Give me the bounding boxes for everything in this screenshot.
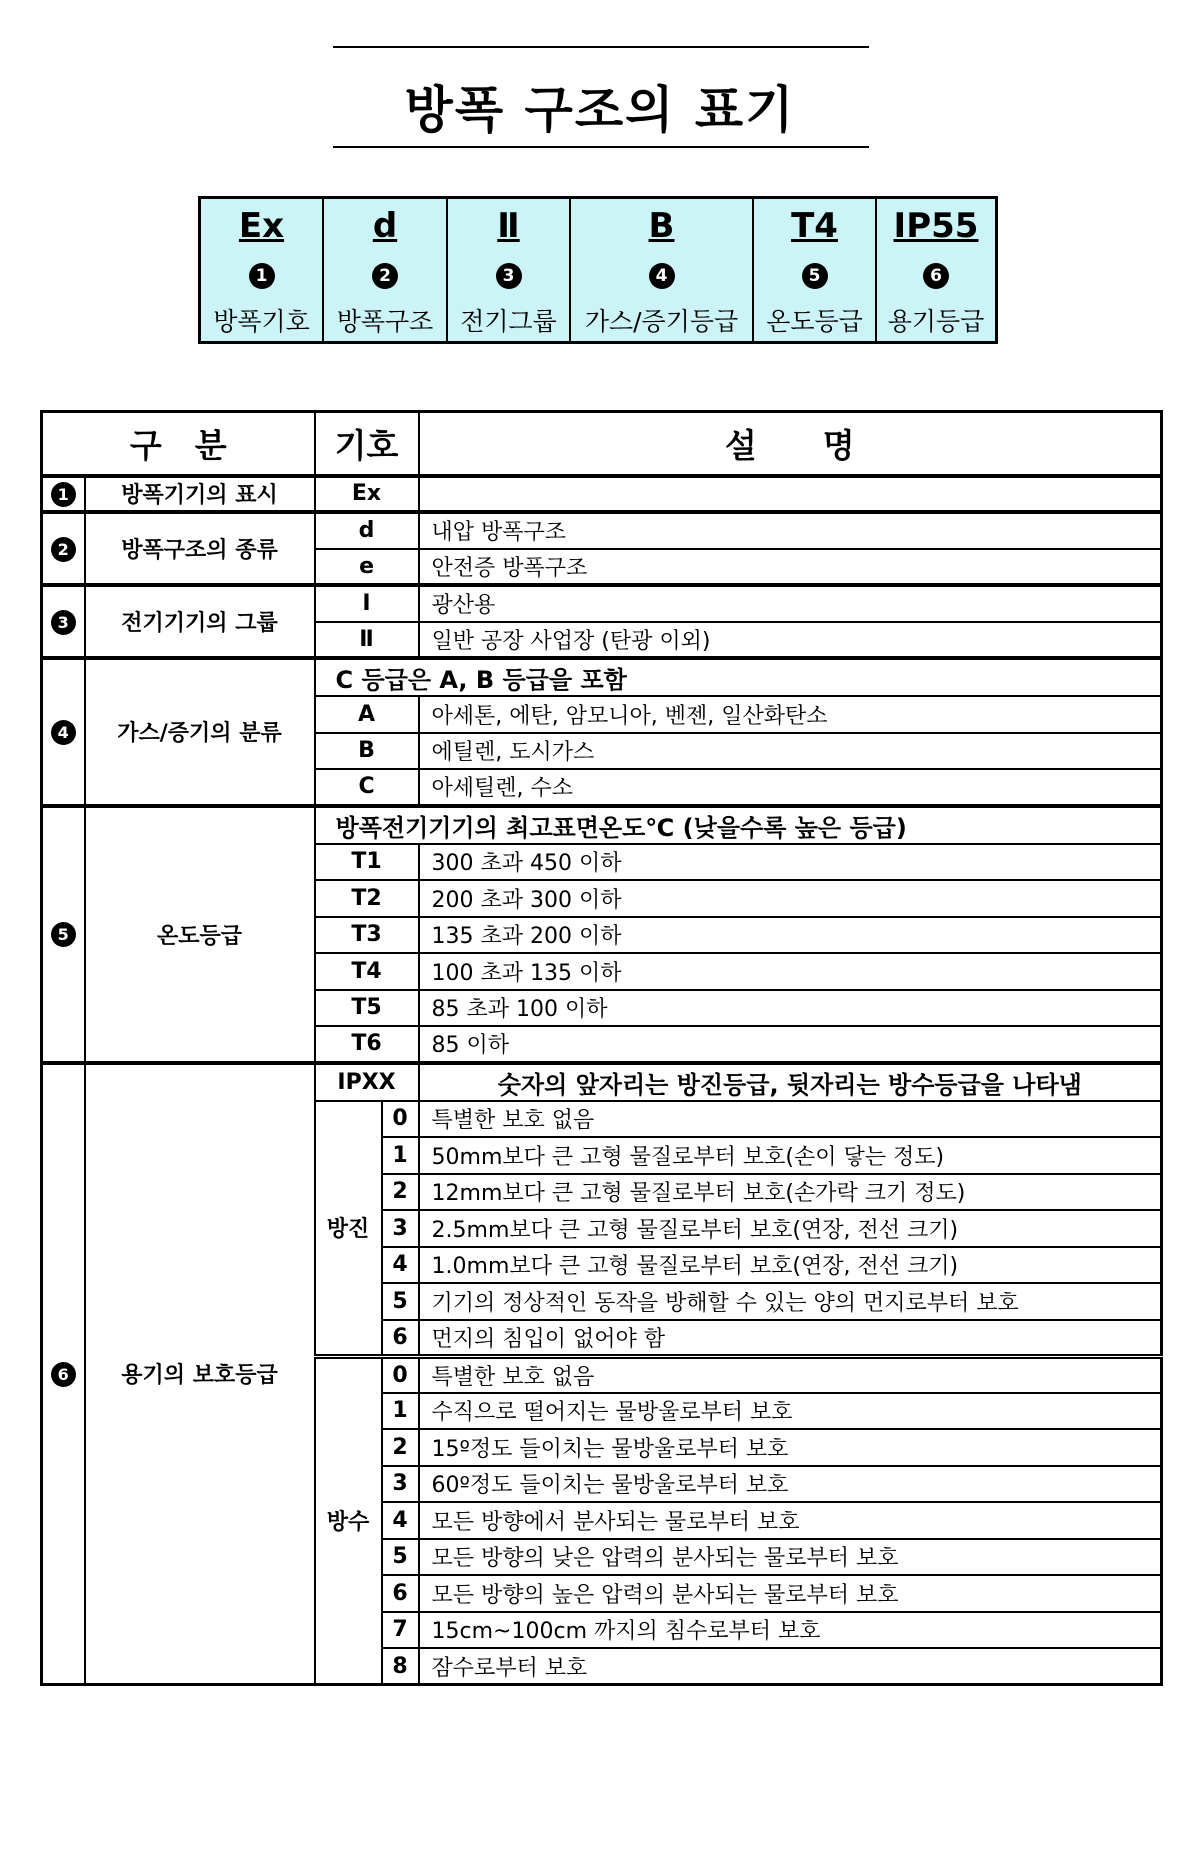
description-cell: 200 초과 300 이하 (419, 880, 1162, 917)
code-cell-group (448, 199, 571, 341)
page-title: 방폭 구조의 표기 (404, 81, 796, 139)
explosion-proof-table (40, 410, 1163, 1686)
category-cell: 전기기기의 그룹 (85, 585, 315, 658)
description-cell: 일반 공장 사업장 (탄광 이외) (419, 622, 1162, 659)
description-cell: 85 초과 100 이하 (419, 990, 1162, 1027)
symbol-cell: C (315, 769, 419, 806)
description-cell: 2.5mm보다 큰 고형 물질로부터 보호(연장, 전선 크기) (419, 1210, 1162, 1247)
grade-number: 8 (382, 1648, 419, 1685)
category-cell: 방폭기기의 표시 (85, 476, 315, 513)
description-cell: 모든 방향의 높은 압력의 분사되는 물로부터 보호 (419, 1575, 1162, 1612)
row-number-badge: 4 (51, 720, 76, 745)
symbol-cell: e (315, 549, 419, 586)
symbol-cell: T2 (315, 880, 419, 917)
code-cell-temperature (754, 199, 877, 341)
description-cell: 15º정도 들이치는 물방울로부터 보호 (419, 1429, 1162, 1466)
description-cell: 에틸렌, 도시가스 (419, 733, 1162, 770)
code-number-badge: 5 (802, 263, 828, 289)
row-number-badge: 6 (51, 1362, 76, 1387)
grade-number: 1 (382, 1137, 419, 1174)
symbol-cell: Ⅰ (315, 585, 419, 622)
code-number-badge: 2 (372, 263, 398, 289)
description-cell: 85 이하 (419, 1026, 1162, 1063)
category-cell: 온도등급 (85, 806, 315, 1063)
grade-number: 0 (382, 1356, 419, 1393)
grade-number: 7 (382, 1612, 419, 1649)
symbol-cell: d (315, 512, 419, 549)
header-symbol: 기호 (315, 412, 419, 476)
code-number-badge: 3 (496, 263, 522, 289)
description-cell: 모든 방향에서 분사되는 물로부터 보호 (419, 1502, 1162, 1539)
code-label: 온도등급 (766, 307, 863, 336)
description-cell (419, 476, 1162, 513)
grade-number: 5 (382, 1283, 419, 1320)
code-symbol: T4 (791, 206, 838, 246)
code-symbol: Ex (238, 206, 285, 246)
symbol-cell: B (315, 733, 419, 770)
code-symbol: d (372, 206, 398, 246)
code-cell-enclosure (877, 199, 995, 341)
code-number-badge: 4 (649, 263, 675, 289)
header-description: 설 명 (419, 412, 1162, 476)
grade-number: 3 (382, 1210, 419, 1247)
description-cell: 모든 방향의 낮은 압력의 분사되는 물로부터 보호 (419, 1539, 1162, 1576)
symbol-cell: A (315, 696, 419, 733)
section-note: 방폭전기기기의 최고표면온도℃ (낮을수록 높은 등급) (315, 806, 1162, 844)
table-row (42, 658, 1162, 696)
table-row (42, 806, 1162, 844)
symbol-cell: T4 (315, 953, 419, 990)
description-cell: 광산용 (419, 585, 1162, 622)
row-number-badge: 2 (51, 537, 76, 562)
table-row (42, 585, 1162, 622)
marking-code-box (198, 196, 998, 344)
row-number-badge: 3 (51, 610, 76, 635)
water-label: 방수 (315, 1356, 382, 1685)
code-label: 용기등급 (887, 307, 985, 336)
symbol-cell: Ex (315, 476, 419, 513)
description-cell: 기기의 정상적인 동작을 방해할 수 있는 양의 먼지로부터 보호 (419, 1283, 1162, 1320)
grade-number: 3 (382, 1466, 419, 1503)
description-cell: 60º정도 들이치는 물방울로부터 보호 (419, 1466, 1162, 1503)
header-category: 구 분 (42, 412, 315, 476)
description-cell: 아세틸렌, 수소 (419, 769, 1162, 806)
description-cell: 100 초과 135 이하 (419, 953, 1162, 990)
code-label: 전기그룹 (460, 307, 557, 336)
code-label: 방폭기호 (213, 307, 310, 336)
table-row (42, 512, 1162, 549)
code-cell-gas (571, 199, 754, 341)
code-symbol: IP55 (893, 206, 979, 246)
description-cell: 수직으로 떨어지는 물방울로부터 보호 (419, 1393, 1162, 1430)
symbol-cell: T1 (315, 844, 419, 881)
grade-number: 6 (382, 1575, 419, 1612)
code-label: 가스/증기등급 (584, 307, 739, 336)
symbol-cell: Ⅱ (315, 622, 419, 659)
description-cell: 15cm~100cm 까지의 침수로부터 보호 (419, 1612, 1162, 1649)
grade-number: 5 (382, 1539, 419, 1576)
description-cell: 135 초과 200 이하 (419, 917, 1162, 954)
code-symbol: B (648, 206, 675, 246)
code-cell-structure (324, 199, 448, 341)
section-note: 숫자의 앞자리는 방진등급, 뒷자리는 방수등급을 나타냄 (419, 1063, 1162, 1101)
description-cell: 특별한 보호 없음 (419, 1356, 1162, 1393)
row-number-badge: 5 (51, 922, 76, 947)
symbol-cell: T3 (315, 917, 419, 954)
description-cell: 300 초과 450 이하 (419, 844, 1162, 881)
description-cell: 먼지의 침입이 없어야 함 (419, 1320, 1162, 1357)
grade-number: 1 (382, 1393, 419, 1430)
table-row (42, 1063, 1162, 1101)
symbol-cell: T5 (315, 990, 419, 1027)
grade-number: 2 (382, 1174, 419, 1211)
title-bottom-rule (333, 146, 869, 148)
code-number-badge: 6 (923, 263, 949, 289)
grade-number: 2 (382, 1429, 419, 1466)
category-cell: 용기의 보호등급 (85, 1063, 315, 1685)
description-cell: 특별한 보호 없음 (419, 1101, 1162, 1138)
description-cell: 12mm보다 큰 고형 물질로부터 보호(손가락 크기 정도) (419, 1174, 1162, 1211)
grade-number: 6 (382, 1320, 419, 1357)
grade-number: 0 (382, 1101, 419, 1138)
code-number-badge: 1 (249, 263, 275, 289)
category-cell: 방폭구조의 종류 (85, 512, 315, 585)
grade-number: 4 (382, 1502, 419, 1539)
description-cell: 내압 방폭구조 (419, 512, 1162, 549)
description-cell: 1.0mm보다 큰 고형 물질로부터 보호(연장, 전선 크기) (419, 1247, 1162, 1284)
code-label: 방폭구조 (336, 307, 434, 336)
symbol-cell: IPXX (315, 1063, 419, 1101)
category-cell: 가스/증기의 분류 (85, 658, 315, 806)
description-cell: 안전증 방폭구조 (419, 549, 1162, 586)
table-row (42, 476, 1162, 513)
grade-number: 4 (382, 1247, 419, 1284)
description-cell: 50mm보다 큰 고형 물질로부터 보호(손이 닿는 정도) (419, 1137, 1162, 1174)
section-note: C 등급은 A, B 등급을 포함 (315, 658, 1162, 696)
symbol-cell: T6 (315, 1026, 419, 1063)
row-number-badge: 1 (51, 482, 76, 507)
description-cell: 잠수로부터 보호 (419, 1648, 1162, 1685)
code-cell-ex (201, 199, 324, 341)
dust-label: 방진 (315, 1101, 382, 1357)
title-top-rule (333, 46, 869, 48)
code-symbol: Ⅱ (497, 206, 520, 246)
table-header-row (42, 412, 1162, 476)
description-cell: 아세톤, 에탄, 암모니아, 벤젠, 일산화탄소 (419, 696, 1162, 733)
